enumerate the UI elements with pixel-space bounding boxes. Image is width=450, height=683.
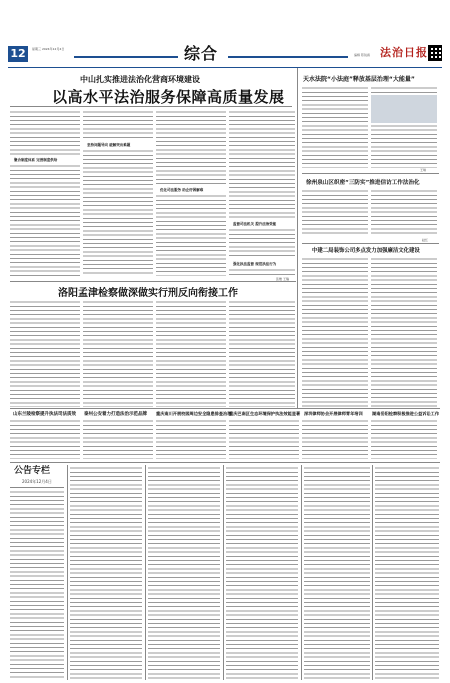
bottom-row-rule [10, 408, 440, 409]
mid-rule [10, 281, 296, 282]
lead-col1-b [10, 164, 80, 276]
right-top-byline: 王琪 [420, 168, 427, 172]
notice-title: 公告专栏 [14, 466, 51, 476]
right-low-headline: 中建二局装饰公司多点发力加强廉洁文化建设 [312, 248, 420, 254]
notice-divider-2 [145, 465, 146, 680]
header-rule-right [228, 56, 348, 58]
right-mid-byline: 赵红 [422, 238, 429, 242]
notice-divider-4 [301, 465, 302, 680]
right-mid-col1 [302, 189, 368, 237]
notice-col-3 [148, 466, 220, 680]
lead-headline: 以高水平法治服务保障高质量发展 [52, 88, 285, 106]
mid-col2 [83, 300, 153, 407]
notice-divider-5 [372, 465, 373, 680]
lead-kicker: 中山扎实推进法治化营商环境建设 [80, 75, 200, 84]
right-rule-2 [302, 243, 439, 244]
lead-col4-c [229, 268, 295, 276]
right-top-photo [371, 95, 437, 123]
mid-col4 [229, 300, 295, 407]
lead-col1-a [10, 110, 80, 155]
notice-col-5 [304, 466, 370, 680]
lead-subhead-1: 聚合制度体系 完善制度供给 [14, 158, 58, 162]
bottom-item-6-headline: 湖南岳阳检察积极推进公益诉讼工作 [372, 411, 440, 416]
newspaper-logo: 法治日报 [380, 46, 428, 59]
header-rule-left [74, 56, 178, 58]
right-mid-col2 [371, 189, 437, 237]
lead-col4-b [229, 228, 295, 258]
bottom-item-4-headline: 重庆巴南区生态环境保护执法效能显著 [229, 411, 301, 416]
bottom-item-2-text [83, 419, 153, 459]
bottom-item-5-text [302, 419, 368, 459]
right-top-headline: 天水法院“小法庭”释放基层治理“大能量” [303, 76, 415, 83]
page-header [8, 46, 442, 66]
notice-col-2 [70, 466, 142, 680]
notice-date: 2024年12月4日 [22, 479, 52, 484]
lead-col2-b [83, 149, 153, 276]
notice-col-6 [375, 466, 439, 680]
notice-title-rule [10, 487, 64, 488]
header-underline [8, 67, 442, 68]
notice-col-4 [226, 466, 298, 680]
column-divider [297, 68, 298, 408]
right-low-col1 [302, 257, 368, 407]
editor-credit: 编辑 陈锐霖 [354, 53, 370, 57]
section-title: 综合 [184, 44, 219, 63]
right-top-col1 [302, 86, 368, 168]
bottom-item-3-headline: 重庆南川开展校园周边安全隐患排查治理 [156, 411, 232, 416]
mid-banner-headline: 洛阳孟津检察做深做实行刑反向衔接工作 [58, 288, 238, 299]
mid-col3 [156, 300, 226, 407]
page-number: 12 [8, 46, 28, 62]
bottom-item-2-headline: 泰州公安着力打造法治示范品牌 [84, 412, 147, 417]
bottom-item-5-headline: 深圳律师协会开展律师青年培训 [304, 411, 363, 416]
lead-subhead-3: 优化司法服务 助企纾困解难 [160, 188, 204, 192]
bottom-item-6-text [371, 419, 437, 459]
lead-byline: 张维 王瑞 [276, 277, 289, 281]
bottom-item-1-headline: 山东兰陵检察提升执法司法质效 [13, 412, 76, 417]
lead-subhead-4: 监督司法机关 提升法治效能 [233, 222, 277, 226]
notice-top-rule [10, 462, 440, 463]
mid-col1 [10, 300, 80, 407]
notice-col-1 [10, 490, 64, 680]
issue-date: 星期三 2024年12月4日 [32, 47, 65, 51]
lead-col3-a [156, 110, 226, 185]
bottom-item-4-text [229, 419, 299, 459]
lead-rule [10, 106, 292, 107]
right-low-col2 [371, 257, 437, 407]
bottom-item-1-text [10, 419, 80, 459]
right-rule-1 [302, 173, 439, 174]
notice-divider-1 [67, 465, 68, 680]
bottom-item-3-text [156, 419, 226, 459]
lead-col4-a [229, 110, 295, 220]
lead-subhead-5: 强化执法监督 规范执法行为 [233, 262, 277, 266]
right-mid-headline: 徐州泉山区织密“三防实”推进信访工作法治化 [306, 180, 420, 186]
qr-code-icon [428, 45, 442, 61]
lead-col3-b [156, 194, 226, 276]
lead-col2-a [83, 110, 153, 140]
notice-divider-3 [223, 465, 224, 680]
lead-subhead-2: 坚持问题导向 破解突出难题 [87, 143, 131, 147]
